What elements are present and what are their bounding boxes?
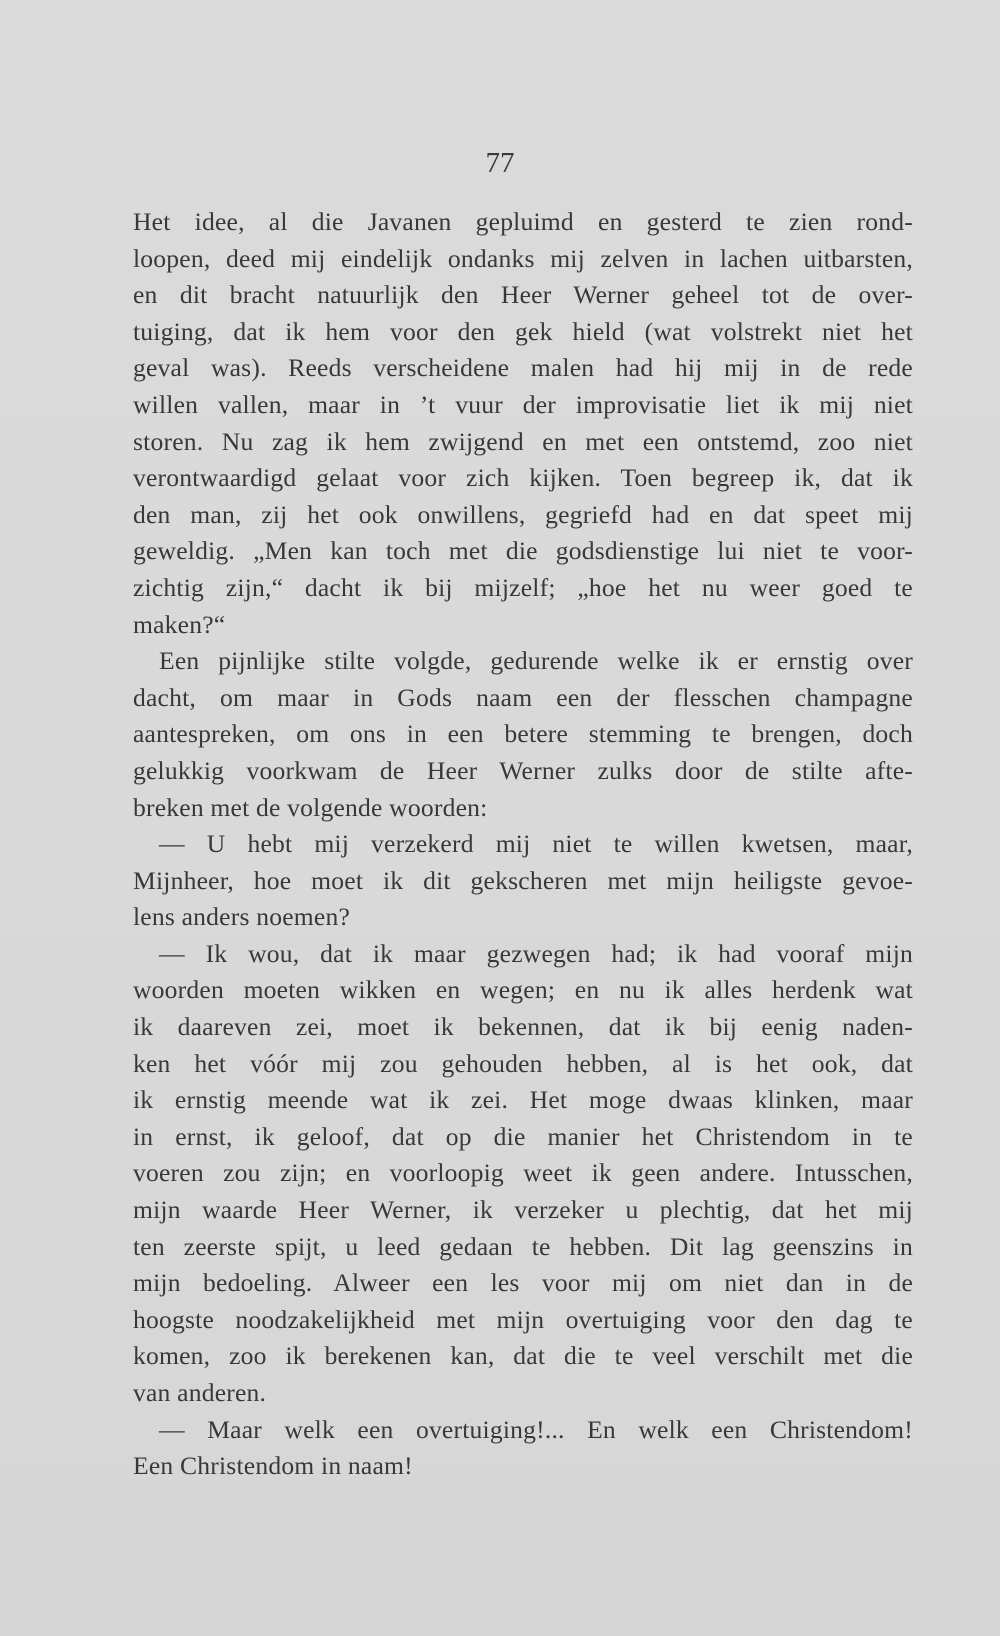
text-line: loopen, deed mij eindelijk ondanks mij zelven in lachen uitbarsten,: [133, 243, 913, 273]
text-line: voeren zou zijn; en voorloopig weet ik geen andere. Intusschen,: [133, 1158, 913, 1188]
text-line: gelukkig voorkwam de Heer Werner zulks door de stilte afte-: [133, 755, 913, 785]
text-line: — U hebt mij verzekerd mij niet te willen kwetsen, maar,: [159, 829, 913, 859]
text-line: ik daareven zei, moet ik bekennen, dat ik bij eenig naden-: [133, 1012, 913, 1042]
text-line: maken?“: [133, 609, 226, 639]
text-line: — Maar welk een overtuiging!... En welk een Christendom!: [159, 1414, 913, 1444]
text-line: geval was). Reeds verscheidene malen had hij mij in de rede: [133, 353, 913, 383]
text-line: aantespreken, om ons in een betere stemming te brengen, doch: [133, 719, 913, 749]
text-line: dacht, om maar in Gods naam een der flesschen champagne: [133, 682, 913, 712]
text-line: ten zeerste spijt, u leed gedaan te hebben. Dit lag geenszins in: [133, 1231, 913, 1261]
text-line: ik ernstig meende wat ik zei. Het moge dwaas klinken, maar: [133, 1085, 913, 1115]
text-line: lens anders noemen?: [133, 902, 350, 932]
text-line: Mijnheer, hoe moet ik dit gekscheren met mijn heiligste gevoe-: [133, 865, 913, 895]
text-line: Een pijnlijke stilte volgde, gedurende welke ik er ernstig over: [159, 646, 913, 676]
text-line: komen, zoo ik berekenen kan, dat die te veel verschilt met die: [133, 1341, 913, 1371]
text-line: mijn bedoeling. Alweer een les voor mij om niet dan in de: [133, 1268, 913, 1298]
text-line: woorden moeten wikken en wegen; en nu ik alles herdenk wat: [133, 975, 913, 1005]
text-line: geweldig. „Men kan toch met die godsdienstige lui niet te voor-: [133, 536, 913, 566]
text-line: Het idee, al die Javanen gepluimd en gesterd te zien rond-: [133, 207, 913, 236]
text-line: ken het vóór mij zou gehouden hebben, al is het ook, dat: [133, 1048, 913, 1078]
text-line: tuiging, dat ik hem voor den gek hield (wat volstrekt niet het: [133, 316, 913, 346]
text-line: en dit bracht natuurlijk den Heer Werner geheel tot de over-: [133, 280, 913, 310]
text-line: zichtig zijn,“ dacht ik bij mijzelf; „hoe het nu weer goed te: [133, 572, 913, 602]
text-line: Een Christendom in naam!: [133, 1451, 413, 1481]
text-line: in ernst, ik geloof, dat op die manier het Christendom in te: [133, 1121, 913, 1151]
page-number: 77: [485, 147, 515, 179]
text-line: den man, zij het ook onwillens, gegriefd had en dat speet mij: [133, 499, 913, 529]
text-line: storen. Nu zag ik hem zwijgend en met een ontstemd, zoo niet: [133, 426, 913, 456]
text-line: breken met de volgende woorden:: [133, 792, 488, 822]
body-text: [133, 204, 913, 1485]
text-line: verontwaardigd gelaat voor zich kijken. Toen begreep ik, dat ik: [133, 463, 913, 493]
text-line: willen vallen, maar in ’t vuur der improvisatie liet ik mij niet: [133, 389, 913, 419]
text-line: hoogste noodzakelijkheid met mijn overtuiging voor den dag te: [133, 1304, 913, 1334]
text-line: van anderen.: [133, 1378, 267, 1407]
text-line: — Ik wou, dat ik maar gezwegen had; ik had vooraf mijn: [159, 938, 913, 968]
text-line: mijn waarde Heer Werner, ik verzeker u plechtig, dat het mij: [133, 1195, 913, 1225]
